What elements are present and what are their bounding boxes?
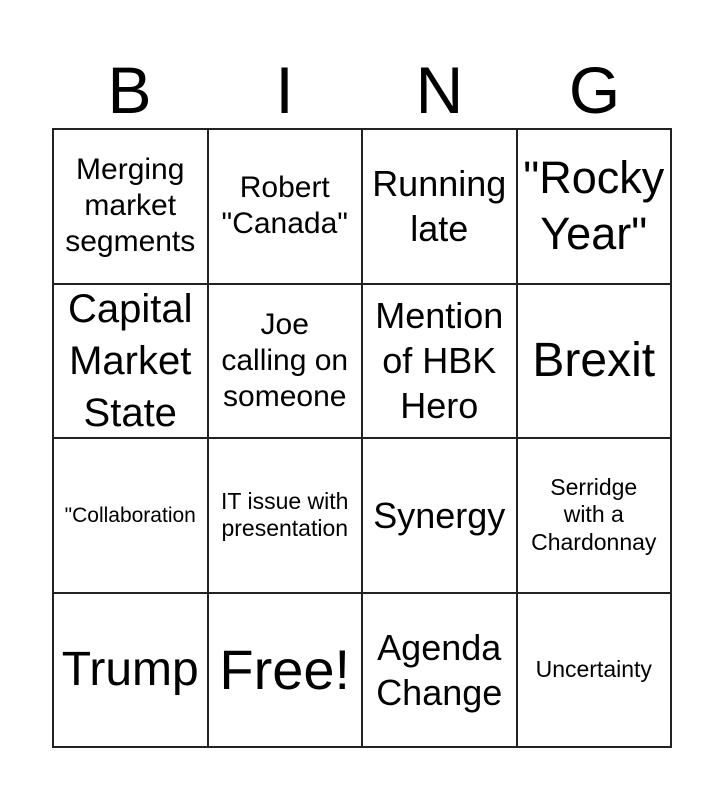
cell-label: Uncertainty	[535, 655, 652, 682]
header-letter-n: N	[415, 53, 464, 127]
cell-label: Capital Market State	[67, 286, 193, 435]
cell-label: Agenda Change	[376, 626, 503, 713]
bingo-cell[interactable]	[363, 130, 518, 285]
cell-label: Serridge with a Chardonnay	[531, 473, 657, 556]
bingo-cell[interactable]	[518, 439, 673, 594]
bingo-cell[interactable]	[363, 594, 518, 749]
cell-label: Running late	[372, 163, 507, 250]
bingo-cell[interactable]	[209, 594, 364, 749]
cell-label: Mention of HBK Hero	[375, 295, 504, 427]
bingo-cell[interactable]	[209, 130, 364, 285]
bingo-cell[interactable]	[209, 285, 364, 440]
cell-label: Robert "Canada"	[221, 171, 348, 241]
bingo-cell[interactable]	[54, 594, 209, 749]
bingo-cell[interactable]	[363, 439, 518, 594]
bingo-cell[interactable]	[518, 285, 673, 440]
cell-label: Synergy	[373, 494, 506, 536]
bingo-header	[52, 52, 672, 128]
bingo-cell[interactable]	[209, 439, 364, 594]
bingo-cell[interactable]	[518, 130, 673, 285]
bingo-cell[interactable]	[54, 285, 209, 440]
bingo-board	[52, 128, 672, 748]
cell-label: IT issue with presentation	[221, 487, 349, 542]
cell-label: Free!	[219, 637, 351, 701]
cell-label: "Rocky Year"	[523, 152, 665, 260]
cell-label: Merging market segments	[65, 153, 196, 259]
cell-label: Brexit	[532, 334, 656, 388]
cell-label: "Collaboration	[64, 503, 196, 527]
bingo-cell[interactable]	[363, 285, 518, 440]
header-letter-g: G	[568, 53, 621, 127]
cell-label: Trump	[61, 643, 199, 697]
cell-label: Joe calling on someone	[221, 307, 349, 413]
bingo-cell[interactable]	[54, 130, 209, 285]
header-letter-b: B	[107, 53, 152, 127]
bingo-cell[interactable]	[54, 439, 209, 594]
header-letter-i: I	[275, 53, 294, 127]
bingo-cell[interactable]	[518, 594, 673, 749]
